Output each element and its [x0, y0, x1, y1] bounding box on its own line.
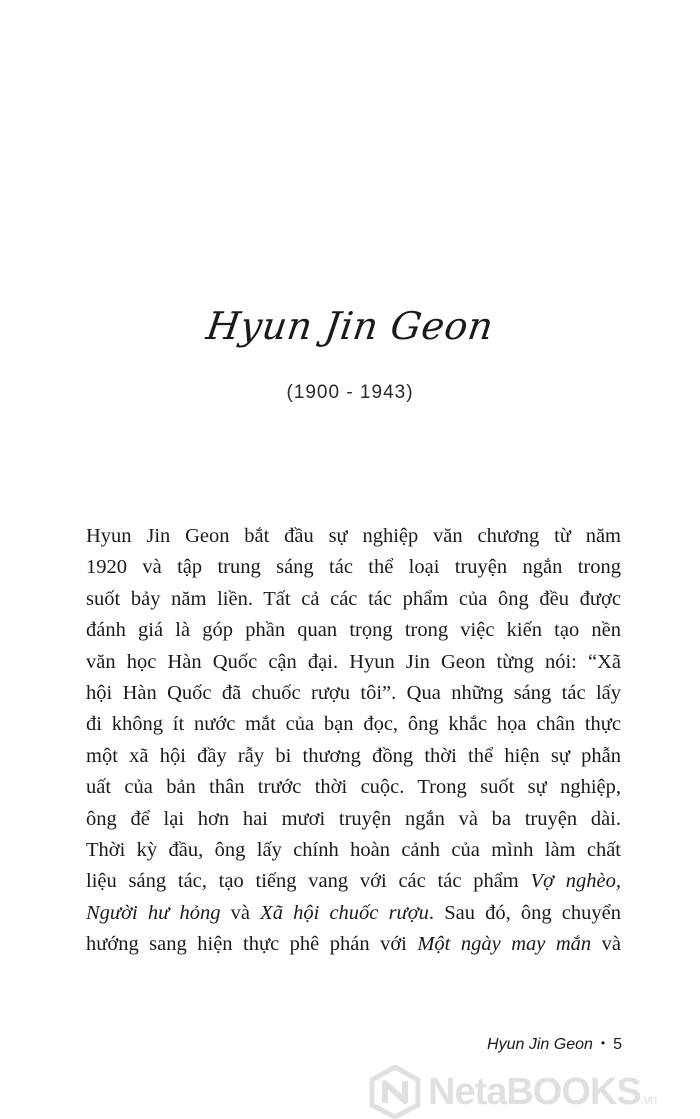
- text-segment: liệu sáng tác, tạo tiếng vang với các tác phẩm: [86, 870, 531, 893]
- text-segment: hội Hàn Quốc đã chuốc rượu tôi”. Qua những sáng tác lấy: [86, 682, 621, 705]
- work-title: Xã hội chuốc rượu: [260, 901, 429, 924]
- work-title: Người hư hỏng: [86, 901, 221, 924]
- running-title: Hyun Jin Geon: [487, 1036, 593, 1053]
- text-segment: . Sau đó, ông chuyển: [428, 901, 622, 924]
- text-segment: hướng sang hiện thực phê phán với: [86, 933, 418, 956]
- author-lifespan: (1900 - 1943): [286, 382, 414, 403]
- text-segment: Thời kỳ đầu, ông lấy chính hoàn cảnh của mình làm chất: [86, 839, 621, 862]
- text-segment: 1920 và tập trung sáng tác thể loại truyện ngắn trong: [86, 556, 621, 579]
- text-line: [86, 552, 621, 583]
- work-title: Vợ nghèo,: [530, 870, 621, 893]
- text-line: [86, 835, 621, 866]
- text-line: [86, 898, 621, 929]
- text-line: [86, 866, 621, 897]
- text-segment: một xã hội đầy rẫy bi thương đồng thời thể hiện sự phẫn: [86, 744, 621, 767]
- text-segment: văn học Hàn Quốc cận đại. Hyun Jin Geon từng nói: “Xã: [86, 650, 621, 673]
- text-line: [86, 615, 621, 646]
- text-segment: uất của bản thân trước thời cuộc. Trong suốt sự nghiệp,: [86, 776, 621, 799]
- watermark-brand: NetaBOOKS.vn: [428, 1070, 657, 1113]
- text-line: [86, 804, 621, 835]
- watermark: [368, 1065, 656, 1119]
- text-line: [86, 521, 621, 552]
- biography-paragraph: [86, 521, 621, 961]
- text-line: [86, 741, 621, 772]
- n-logo-icon: [368, 1065, 422, 1119]
- footer-bullet: •: [600, 1036, 606, 1050]
- text-segment: Hyun Jin Geon bắt đầu sự nghiệp văn chương từ năm: [86, 525, 621, 547]
- text-segment: và: [591, 933, 621, 956]
- text-line: [86, 678, 621, 709]
- text-segment: suốt bảy năm liền. Tất cả các tác phẩm của ông đều được: [86, 587, 621, 610]
- text-segment: ông để lại hơn hai mươi truyện ngắn và ba truyện dài.: [86, 807, 621, 830]
- author-name-title: Hyun Jin Geon: [203, 304, 497, 348]
- watermark-suffix: .vn: [640, 1090, 657, 1107]
- text-line: [86, 772, 621, 803]
- page-footer: [487, 1036, 622, 1054]
- work-title: Một ngày may mắn: [417, 933, 592, 956]
- text-line: [86, 647, 621, 678]
- text-line: [86, 584, 621, 615]
- text-line: [86, 709, 621, 740]
- text-segment: và: [220, 901, 261, 924]
- text-segment: đi không ít nước mắt của bạn đọc, ông khắc họa chân thực: [86, 713, 621, 736]
- page-number: 5: [613, 1036, 622, 1053]
- text-line: [86, 929, 621, 960]
- text-segment: đánh giá là góp phần quan trọng trong việc kiến tạo nền: [86, 619, 621, 642]
